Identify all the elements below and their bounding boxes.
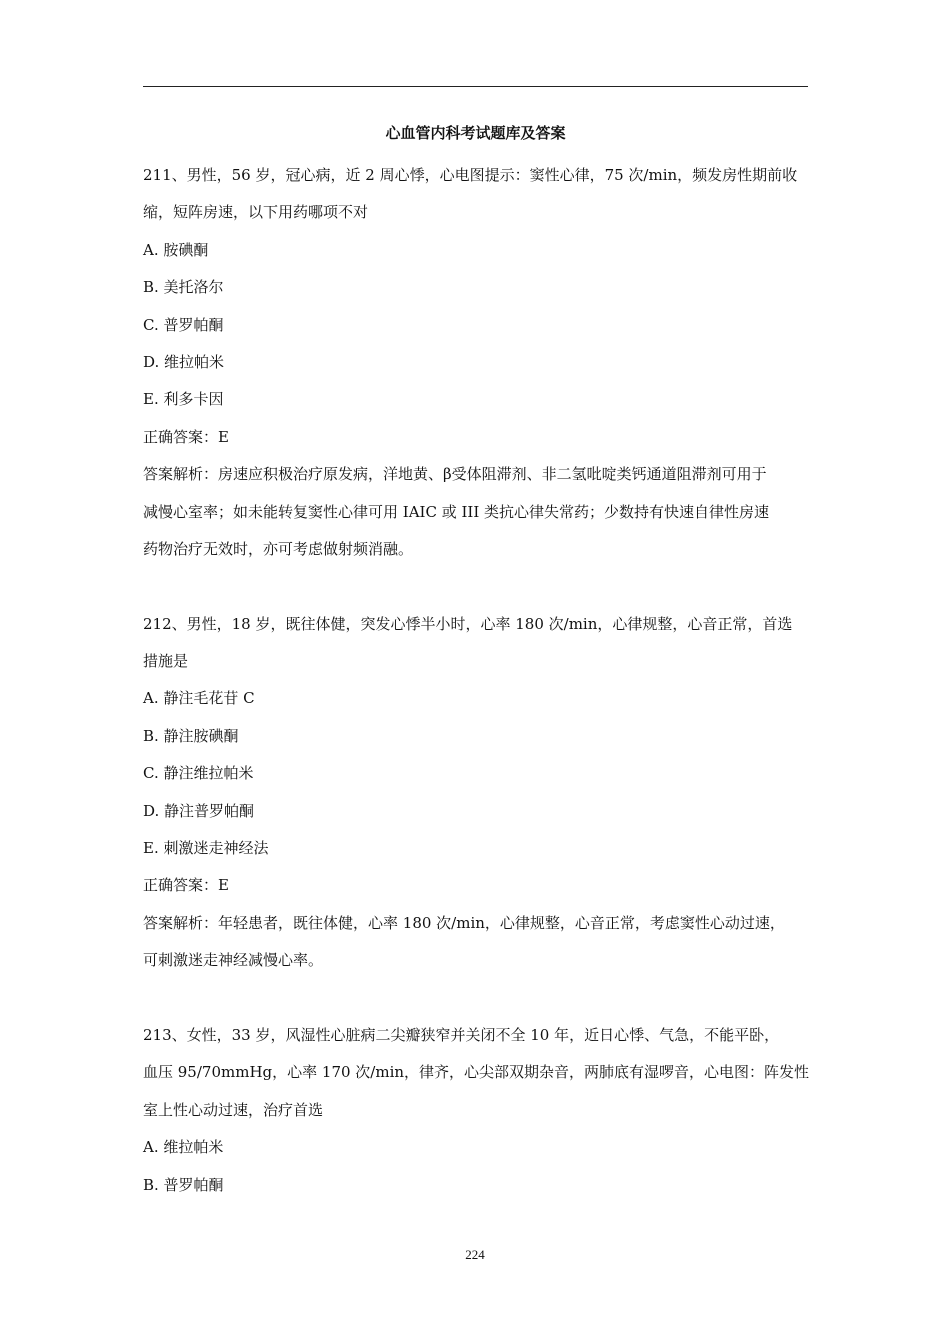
option-b: B. 美托洛尔 — [143, 278, 224, 297]
question-stem: 血压 95/70mmHg，心率 170 次/min，律齐，心尖部双期杂音，两肺底有湿啰音，心电图：阵发性 — [143, 1063, 810, 1082]
answer-explanation: 药物治疗无效时，亦可考虑做射频消融。 — [143, 539, 414, 558]
correct-answer: 正确答案：E — [143, 427, 229, 446]
option-a: A. 胺碘酮 — [143, 240, 209, 259]
option-b: B. 普罗帕酮 — [143, 1175, 224, 1194]
answer-explanation: 答案解析：年轻患者，既往体健，心率 180 次/min，心律规整，心音正常，考虑窦性心动过速， — [143, 913, 785, 932]
question-stem: 212、男性，18 岁，既往体健，突发心悸半小时，心率 180 次/min，心律规整，心音正常，首选 — [143, 614, 793, 633]
question-stem: 211、男性，56 岁，冠心病，近 2 周心悸，心电图提示：窦性心律，75 次/min，频发房性期前收 — [143, 166, 798, 184]
option-b: B. 静注胺碘酮 — [143, 726, 239, 745]
question-stem: 措施是 — [143, 652, 189, 671]
question-211 — [143, 157, 810, 568]
question-stem: 缩，短阵房速，以下用药哪项不对 — [143, 203, 369, 222]
page-number: 224 — [465, 1247, 485, 1262]
option-c: C. 普罗帕酮 — [143, 315, 224, 334]
question-stem: 213、女性，33 岁，风湿性心脏病二尖瓣狭窄并关闭不全 10 年，近日心悸、气急，不能平卧， — [143, 1025, 780, 1044]
question-212 — [143, 606, 810, 980]
option-c: C. 静注维拉帕米 — [143, 764, 254, 783]
option-e: E. 刺激迷走神经法 — [143, 839, 269, 858]
spacer — [143, 980, 810, 1017]
option-e: E. 利多卡因 — [143, 390, 224, 409]
correct-answer: 正确答案：E — [143, 876, 229, 895]
header-rule — [143, 86, 808, 87]
option-a: A. 静注毛花苷 C — [143, 689, 255, 708]
question-list — [143, 157, 810, 1204]
question-stem: 室上性心动过速，治疗首选 — [143, 1100, 324, 1119]
question-213 — [143, 1017, 810, 1204]
answer-explanation: 可刺激迷走神经减慢心率。 — [143, 951, 324, 970]
spacer — [143, 568, 810, 605]
option-a: A. 维拉帕米 — [143, 1138, 224, 1157]
answer-explanation: 答案解析：房速应积极治疗原发病，洋地黄、β受体阻滞剂、非二氢吡啶类钙通道阻滞剂可用于 — [143, 465, 767, 484]
page-title: 心血管内科考试题库及答案 — [385, 124, 566, 142]
option-d: D. 静注普罗帕酮 — [143, 801, 255, 820]
answer-explanation: 减慢心室率；如未能转复窦性心律可用 IAIC 或 III 类抗心律失常药；少数持有快速自律性房速 — [143, 502, 770, 521]
option-d: D. 维拉帕米 — [143, 352, 225, 371]
